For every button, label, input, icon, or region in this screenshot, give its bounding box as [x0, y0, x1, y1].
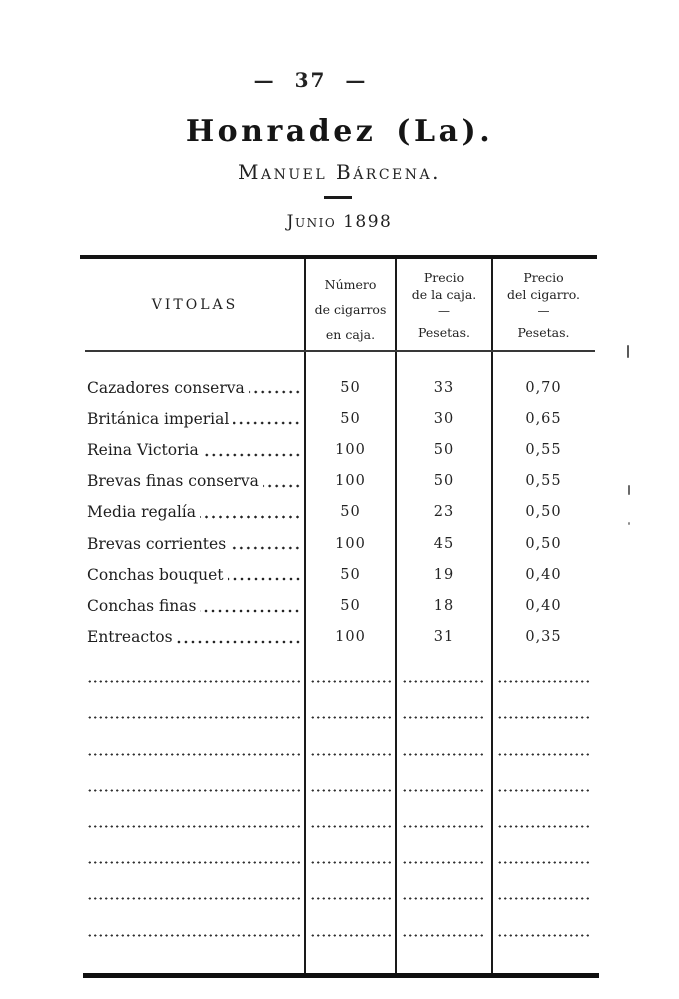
dot-leader — [200, 515, 301, 519]
header-precio-cigarro: Precio del cigarro. — Pesetas. — [492, 259, 595, 350]
dotted-line — [310, 934, 391, 937]
empty-row — [85, 719, 595, 755]
price-table — [85, 255, 595, 978]
dotted-line — [497, 934, 590, 937]
header-precio-caja: Precio de la caja. — Pesetas. — [396, 259, 492, 350]
cigarros-value: 100 — [335, 535, 366, 552]
precio-caja-value: 19 — [433, 566, 455, 583]
dot-leader — [249, 390, 301, 394]
table-row — [85, 590, 595, 621]
cigarros-value: 50 — [340, 379, 361, 396]
pesetas-dash: — — [438, 304, 450, 318]
divider-rule — [324, 196, 352, 199]
cigarros-value: 100 — [335, 441, 366, 458]
pesetas-dash: — — [537, 304, 550, 318]
empty-row — [85, 683, 595, 719]
date-heading: Junio 1898 — [286, 212, 393, 232]
table-row — [85, 466, 595, 497]
precio-cigarro-value: 0,55 — [525, 473, 562, 490]
empty-row — [85, 792, 595, 828]
vitola-name: Media regalía — [87, 503, 196, 522]
header-vitolas — [85, 259, 305, 350]
header-numero-cigarros: Número de cigarros en caja. — [314, 277, 387, 342]
empty-row — [85, 864, 595, 900]
precio-caja-value: 31 — [433, 629, 455, 646]
cigarros-value: 50 — [340, 597, 361, 614]
precio-caja-value: 33 — [433, 379, 455, 396]
cigarros-value: 50 — [340, 504, 361, 521]
page-number: — 37 — — [253, 68, 368, 92]
vitola-name: Entreactos — [87, 628, 173, 647]
dot-leader — [230, 546, 301, 550]
precio-caja-value: 30 — [433, 410, 455, 427]
precio-cigarro-value: 0,40 — [525, 566, 562, 583]
dot-leader — [233, 421, 301, 425]
scan-artifact — [628, 485, 630, 495]
cigarros-value: 50 — [340, 410, 361, 427]
table-row — [85, 559, 595, 590]
vitola-name: Reina Victoria — [87, 440, 199, 459]
page-title: Honradez (La). — [185, 114, 494, 149]
dot-leader — [263, 484, 301, 488]
empty-row — [85, 756, 595, 792]
vitola-name: Cazadores conserva — [87, 378, 245, 397]
scan-artifact — [628, 522, 630, 525]
table-bottom-border — [83, 973, 599, 978]
header-vitolas-label: VITOLAS — [151, 296, 239, 313]
precio-caja-value: 23 — [433, 504, 455, 521]
table-body — [85, 352, 595, 653]
vitola-name: Brevas corrientes — [87, 534, 227, 553]
vitola-name: Brevas finas conserva — [87, 472, 259, 491]
precio-caja-value: 50 — [433, 441, 455, 458]
table-row — [85, 372, 595, 403]
table-row — [85, 434, 595, 465]
precio-cigarro-value: 0,50 — [525, 535, 562, 552]
vitola-name: Conchas finas — [87, 596, 197, 615]
dot-leader — [203, 453, 301, 457]
cigarros-value: 100 — [335, 629, 366, 646]
precio-cigarro-value: 0,70 — [525, 379, 562, 396]
cigarros-value: 100 — [335, 473, 366, 490]
dot-leader — [177, 640, 301, 644]
empty-row — [85, 900, 595, 936]
precio-cigarro-value: 0,65 — [525, 410, 562, 427]
precio-caja-value: 45 — [433, 535, 455, 552]
precio-caja-value: 50 — [433, 473, 455, 490]
precio-cigarro-value: 0,40 — [525, 597, 562, 614]
dotted-line — [87, 934, 302, 937]
scan-artifact — [627, 345, 629, 358]
dot-leader — [228, 577, 301, 581]
publisher-name: Manuel Bárcena. — [237, 160, 441, 184]
table-row — [85, 403, 595, 434]
precio-cigarro-value: 0,55 — [525, 441, 562, 458]
vitola-name: Conchas bouquet — [87, 565, 224, 584]
precio-cigarro-value: 0,50 — [525, 504, 562, 521]
cigarros-value: 50 — [340, 566, 361, 583]
precio-cigarro-value: 0,35 — [525, 629, 562, 646]
table-row — [85, 497, 595, 528]
vitola-name: Británica imperial — [87, 409, 230, 428]
table-header — [85, 259, 595, 352]
table-row — [85, 528, 595, 559]
empty-rows — [85, 647, 595, 937]
dot-leader — [200, 609, 301, 613]
dotted-line — [402, 934, 486, 937]
empty-row — [85, 828, 595, 864]
precio-caja-value: 18 — [433, 597, 455, 614]
empty-row — [85, 647, 595, 683]
